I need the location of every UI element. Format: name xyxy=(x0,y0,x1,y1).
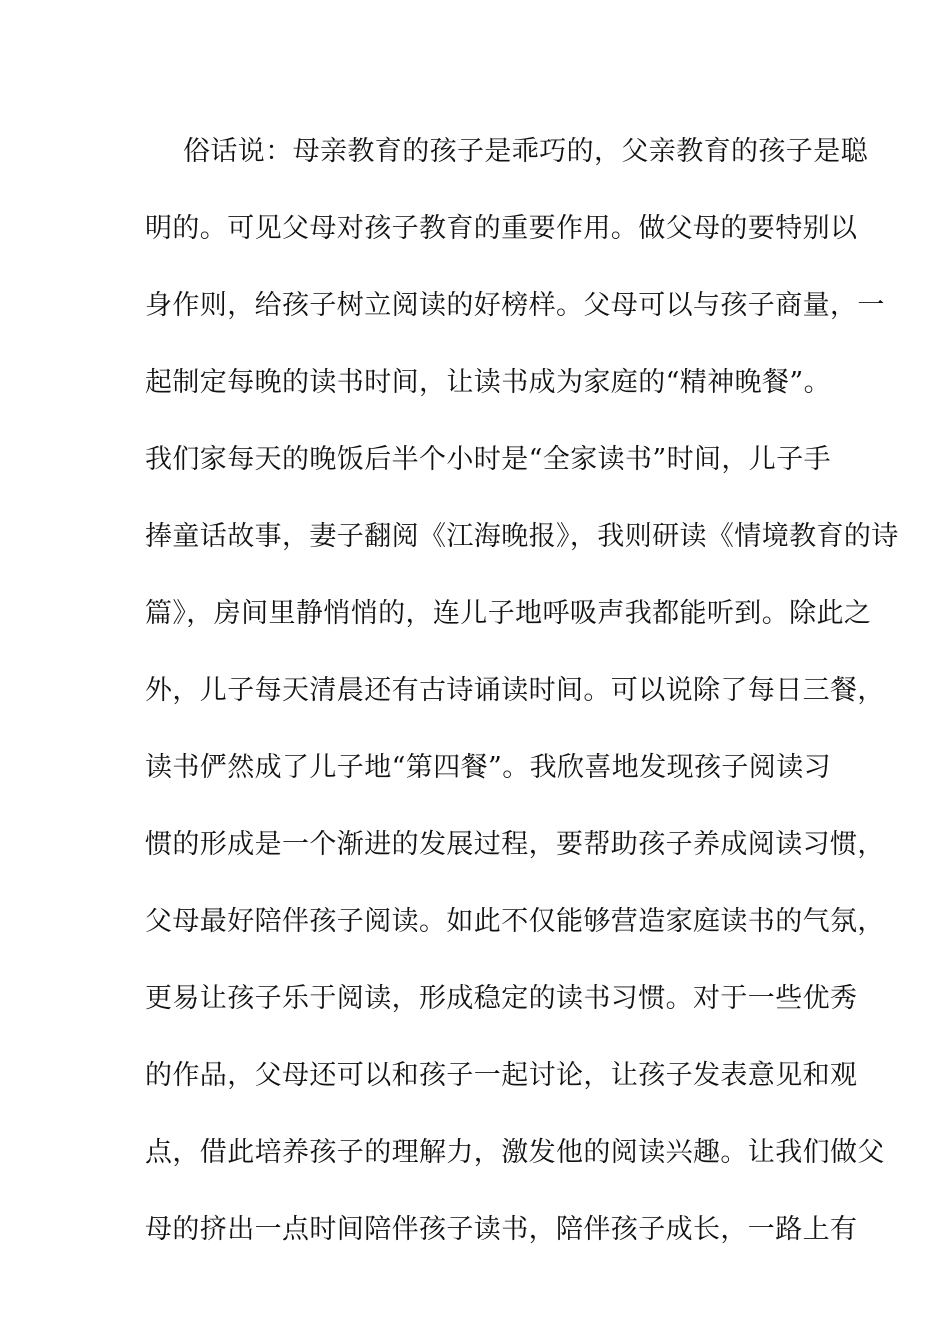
paragraph-line-4: 起制定每晚的读书时间，让读书成为家庭的“精神晚餐”。 xyxy=(145,367,832,398)
paragraph-line-6: 捧童话故事，妻子翻阅《江海晚报》，我则研读《情境教育的诗 xyxy=(145,521,899,552)
paragraph-line-13: 的作品，父母还可以和孩子一起讨论，让孩子发表意见和观 xyxy=(145,1060,858,1091)
article-paragraph xyxy=(145,130,899,1285)
paragraph-line-5: 我们家每天的晚饭后半个小时是“全家读书”时间，儿子手 xyxy=(145,444,832,475)
paragraph-line-7: 篇》，房间里静悄悄的，连儿子地呼吸声我都能听到。除此之 xyxy=(145,598,872,629)
paragraph-line-3: 身作则，给孩子树立阅读的好榜样。父母可以与孩子商量，一 xyxy=(145,290,885,321)
paragraph-line-8: 外，儿子每天清晨还有古诗诵读时间。可以说除了每日三餐， xyxy=(145,675,885,706)
paragraph-line-12: 更易让孩子乐于阅读，形成稳定的读书习惯。对于一些优秀 xyxy=(145,983,858,1014)
paragraph-line-15: 母的挤出一点时间陪伴孩子读书，陪伴孩子成长，一路上有 xyxy=(145,1214,858,1245)
paragraph-line-9: 读书俨然成了儿子地“第四餐”。我欣喜地发现孩子阅读习 xyxy=(145,752,832,783)
paragraph-line-11: 父母最好陪伴孩子阅读。如此不仅能够营造家庭读书的气氛， xyxy=(145,906,885,937)
paragraph-line-14: 点，借此培养孩子的理解力，激发他的阅读兴趣。让我们做父 xyxy=(145,1137,885,1168)
paragraph-line-10: 惯的形成是一个渐进的发展过程，要帮助孩子养成阅读习惯， xyxy=(145,829,885,860)
paragraph-line-2: 明的。可见父母对孩子教育的重要作用。做父母的要特别以 xyxy=(145,213,858,244)
paragraph-line-1: 俗话说：母亲教育的孩子是乖巧的，父亲教育的孩子是聪 xyxy=(183,136,868,167)
